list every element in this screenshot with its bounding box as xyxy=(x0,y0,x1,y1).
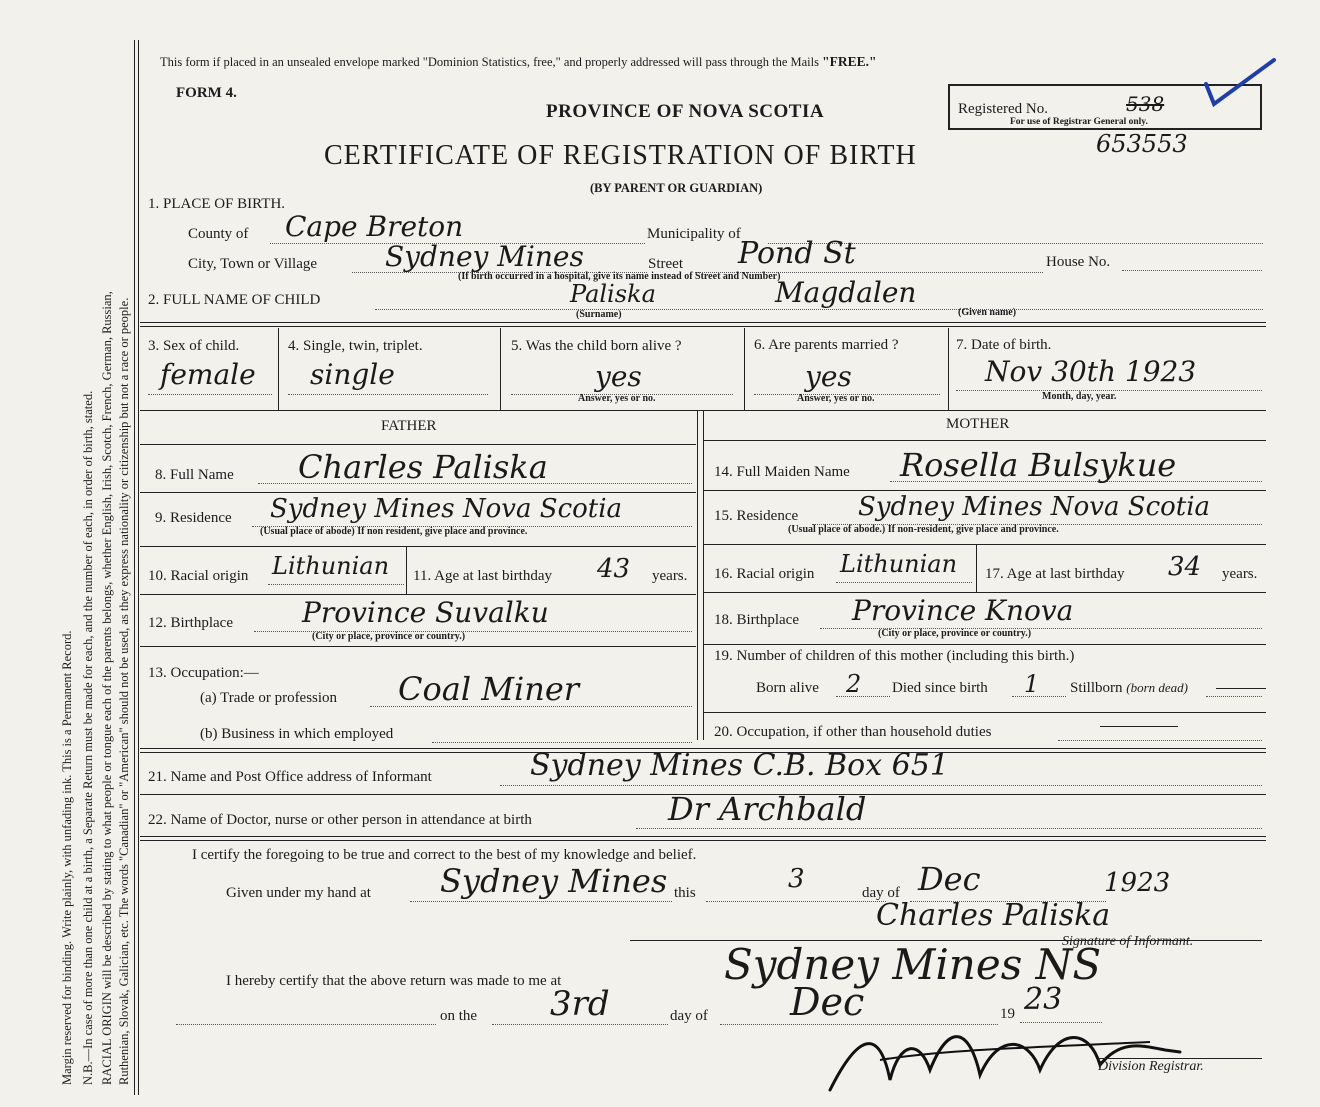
mother-rule-b xyxy=(704,490,1266,491)
street-value: Pond St xyxy=(738,236,856,271)
father-age-label: 11. Age at last birthday xyxy=(413,568,552,584)
divider-6-7 xyxy=(948,328,949,410)
given-place-line xyxy=(410,901,672,902)
place-of-birth-label: 1. PLACE OF BIRTH. xyxy=(148,196,286,212)
check-mark-icon xyxy=(1200,54,1280,110)
father-name-value: Charles Paliska xyxy=(298,448,548,486)
parents-married-value: yes xyxy=(805,360,852,393)
mother-age-value: 34 xyxy=(1168,552,1202,582)
city-value: Sydney Mines xyxy=(385,240,584,273)
given-day-value: 3 xyxy=(788,864,805,894)
informant-signature-label: Signature of Informant. xyxy=(1062,934,1194,949)
father-racial-divider xyxy=(406,546,407,594)
registrar-year-suffix: 23 xyxy=(1024,982,1063,1017)
mother-racial-value: Lithunian xyxy=(840,550,958,578)
died-since-birth-value: 1 xyxy=(1024,670,1040,698)
father-birthplace-label: 12. Birthplace xyxy=(148,615,233,631)
sex-label: 3. Sex of child. xyxy=(148,338,240,354)
divider-4-5 xyxy=(500,328,501,410)
given-month-value: Dec xyxy=(918,860,981,898)
mother-heading: MOTHER xyxy=(946,416,1010,432)
mother-racial-line xyxy=(836,582,972,583)
plurality-value: single xyxy=(310,358,395,391)
certificate-title: CERTIFICATE OF REGISTRATION OF BIRTH xyxy=(324,140,917,171)
given-name-hint: (Given name) xyxy=(958,307,1017,318)
date-of-birth-label: 7. Date of birth. xyxy=(956,337,1052,353)
margin-note-multiple-births: N.B.—In case of more than one child at a birth, a Separate Return must be made for each, and the number of each, in order of birth, stated. xyxy=(81,390,95,1085)
born-alive-label: 5. Was the child born alive ? xyxy=(511,338,682,354)
mother-residence-value: Sydney Mines Nova Scotia xyxy=(858,492,1211,522)
parents-divider xyxy=(697,410,698,740)
rule-5b xyxy=(140,840,1266,841)
doctor-value: Dr Archbald xyxy=(668,790,867,828)
divider-5-6 xyxy=(744,328,745,410)
stillborn-line xyxy=(1206,696,1262,697)
mother-rule-d xyxy=(704,592,1266,593)
registered-label: Registered No. xyxy=(958,101,1048,117)
mother-rule-f xyxy=(704,712,1266,713)
stillborn-hint: (born dead) xyxy=(1126,680,1189,695)
sex-line xyxy=(148,394,272,395)
mother-birthplace-hint: (City or place, province or country.) xyxy=(878,628,1032,639)
sex-value: female xyxy=(160,358,256,391)
mother-rule-a xyxy=(704,440,1266,441)
registrar-blank-line xyxy=(176,1024,436,1025)
municipality-label: Municipality of xyxy=(647,226,741,242)
father-racial-line xyxy=(268,584,404,585)
father-residence-hint: (Usual place of abode) If non resident, give place and province. xyxy=(260,526,528,537)
registrar-signature-scribble xyxy=(820,1010,1200,1102)
stillborn-label xyxy=(1070,680,1188,697)
county-label: County of xyxy=(188,226,249,242)
registrar-label: Division Registrar. xyxy=(1098,1059,1204,1074)
house-number-label: House No. xyxy=(1046,254,1111,270)
surname-hint: (Surname) xyxy=(576,309,622,320)
child-name-line xyxy=(375,309,1263,310)
plurality-label: 4. Single, twin, triplet. xyxy=(288,338,423,354)
born-alive-count-line xyxy=(836,696,890,697)
rule-5 xyxy=(140,836,1266,837)
died-since-birth-label: Died since birth xyxy=(892,680,988,696)
father-rule-a xyxy=(140,444,696,445)
father-business-label: (b) Business in which employed xyxy=(200,726,394,742)
mother-residence-label: 15. Residence xyxy=(714,508,799,524)
informant-label: 21. Name and Post Office address of Informant xyxy=(148,769,432,785)
born-alive-count-label: Born alive xyxy=(756,680,819,696)
stillborn-label-text: Stillborn xyxy=(1070,680,1123,696)
father-rule-d xyxy=(140,594,696,595)
registrar-note: For use of Registrar General only. xyxy=(1010,117,1148,127)
mother-occupation-line xyxy=(1058,740,1262,741)
stamp-number: 653553 xyxy=(1096,130,1188,158)
given-place-value: Sydney Mines xyxy=(440,862,668,900)
city-label: City, Town or Village xyxy=(188,256,318,272)
father-rule-e xyxy=(140,646,696,647)
father-trade-label: (a) Trade or profession xyxy=(200,690,338,706)
margin-note-racial-origin-cont: Ruthenian, Slovak, Galician, etc. The words "Canadian" or "American" should not be used, as they express nationality or citizenship but not a race or people. xyxy=(117,297,131,1085)
mother-racial-divider xyxy=(976,544,977,592)
hospital-note: (If birth occurred in a hospital, give its name instead of Street and Number) xyxy=(458,271,781,282)
father-birthplace-value: Province Suvalku xyxy=(302,596,549,629)
child-name-label: 2. FULL NAME OF CHILD xyxy=(148,292,321,308)
father-residence-value: Sydney Mines Nova Scotia xyxy=(270,494,623,524)
parents-married-hint: Answer, yes or no. xyxy=(797,393,875,404)
parents-divider-b xyxy=(703,410,704,740)
province-heading: PROVINCE OF NOVA SCOTIA xyxy=(546,101,825,122)
father-rule-c xyxy=(140,546,696,547)
father-age-unit: years. xyxy=(652,568,688,584)
child-given-value: Magdalen xyxy=(775,276,917,309)
father-heading: FATHER xyxy=(381,418,437,434)
born-alive-count-value: 2 xyxy=(846,670,862,698)
margin-note-permanent-record: Margin reserved for binding. Write plainly, with unfading ink. This is a Permanent Record. xyxy=(60,630,74,1085)
day-of-label: day of xyxy=(862,885,900,901)
margin-note-racial-origin: RACIAL ORIGIN will be described by stating to what people or tongue each of the parents belongs, whether English, Irish, Scotch, French, German, Russian, xyxy=(100,291,114,1085)
mother-rule-c xyxy=(704,544,1266,545)
registrar-month-value: Dec xyxy=(790,980,865,1024)
father-birthplace-hint: (City or place, province or country.) xyxy=(312,631,466,642)
certificate-subtitle: (BY PARENT OR GUARDIAN) xyxy=(590,181,763,195)
registered-value: 538 xyxy=(1126,92,1165,116)
born-alive-value: yes xyxy=(595,360,642,393)
divider-3-4 xyxy=(278,328,279,410)
house-number-line xyxy=(1122,270,1262,271)
father-name-label: 8. Full Name xyxy=(155,467,234,483)
rule-1b xyxy=(140,326,1266,327)
children-count-label: 19. Number of children of this mother (including this birth.) xyxy=(714,648,1075,664)
informant-signature: Charles Paliska xyxy=(876,898,1111,933)
date-of-birth-hint: Month, day, year. xyxy=(1042,391,1117,402)
parents-married-label: 6. Are parents married ? xyxy=(754,337,899,353)
mail-note-text: This form if placed in an unsealed envelope marked "Dominion Statistics, free," and properly addressed will pass through the Mails xyxy=(160,55,819,69)
born-alive-hint: Answer, yes or no. xyxy=(578,393,656,404)
given-year-value: 1923 xyxy=(1104,868,1171,898)
mother-age-label: 17. Age at last birthday xyxy=(985,566,1125,582)
mother-birthplace-value: Province Knova xyxy=(852,594,1074,627)
form-number: FORM 4. xyxy=(176,85,237,101)
registrar-place-value: Sydney Mines NS xyxy=(724,940,1102,989)
binding-rule xyxy=(134,40,135,1095)
doctor-label: 22. Name of Doctor, nurse or other person in attendance at birth xyxy=(148,812,532,828)
mother-residence-hint: (Usual place of abode.) If non-resident, give place and province. xyxy=(788,524,1059,535)
county-value: Cape Breton xyxy=(285,210,464,243)
child-surname-value: Paliska xyxy=(570,280,656,308)
mother-occupation-dash xyxy=(1100,726,1178,727)
registrar-year-prefix: 19 xyxy=(1000,1006,1015,1022)
mother-birthplace-label: 18. Birthplace xyxy=(714,612,799,628)
given-under-label: Given under my hand at xyxy=(226,885,371,901)
registrar-day-value: 3rd xyxy=(550,984,610,1024)
certification-statement: I certify the foregoing to be true and correct to the best of my knowledge and belief. xyxy=(192,847,697,863)
registrar-statement: I hereby certify that the above return was made to me at xyxy=(226,973,562,989)
father-residence-label: 9. Residence xyxy=(155,510,232,526)
father-occupation-label: 13. Occupation:— xyxy=(148,665,259,681)
father-racial-label: 10. Racial origin xyxy=(148,568,249,584)
stillborn-dash xyxy=(1216,688,1266,689)
date-of-birth-value: Nov 30th 1923 xyxy=(985,355,1197,388)
informant-value: Sydney Mines C.B. Box 651 xyxy=(530,748,949,783)
this-label: this xyxy=(674,885,696,901)
mail-note xyxy=(160,54,877,70)
street-label: Street xyxy=(648,256,683,272)
mother-name-value: Rosella Bulsykue xyxy=(900,446,1177,484)
mother-racial-label: 16. Racial origin xyxy=(714,566,815,582)
binding-rule-inner xyxy=(138,40,139,1095)
day-of-label-2: day of xyxy=(670,1008,708,1024)
mother-age-unit: years. xyxy=(1222,566,1258,582)
father-age-value: 43 xyxy=(597,554,631,584)
rule-1 xyxy=(140,322,1266,323)
doctor-line xyxy=(636,828,1262,829)
on-the-label: on the xyxy=(440,1008,478,1024)
father-racial-value: Lithunian xyxy=(272,552,390,580)
plurality-line xyxy=(288,394,488,395)
informant-line xyxy=(500,785,1262,786)
father-business-line xyxy=(432,742,692,743)
given-day-line xyxy=(706,901,886,902)
father-trade-value: Coal Miner xyxy=(398,670,580,708)
registrar-day-line xyxy=(492,1024,668,1025)
mother-rule-e xyxy=(704,644,1266,645)
mail-free-text: "FREE." xyxy=(822,54,877,69)
mother-occupation-label: 20. Occupation, if other than household duties xyxy=(714,724,992,740)
father-rule-b xyxy=(140,492,696,493)
mother-name-label: 14. Full Maiden Name xyxy=(714,464,850,480)
